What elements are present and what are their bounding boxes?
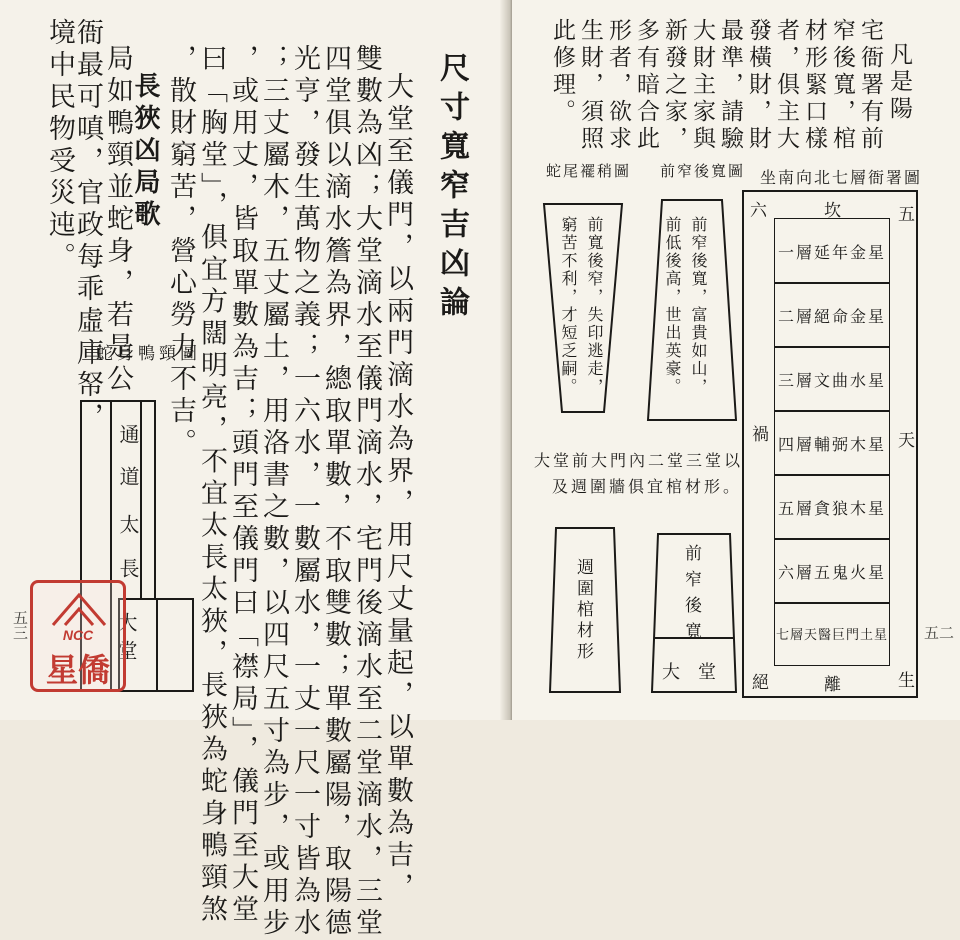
compass-left-middle: 禍: [752, 425, 772, 445]
fig-snake-text-1: 前寬後窄，失印逃走，: [585, 216, 604, 396]
fig-snake-text-2: 窮苦不利，才短乏嗣。: [559, 216, 578, 396]
intro-column-8: 大財主家與: [689, 18, 715, 153]
intro-column-7: 最準，請驗: [717, 18, 743, 153]
paragraph-column-6: ，或用丈，皆取單數為吉；頭門至儀門曰「襟局」，儀門至大堂: [227, 44, 258, 927]
compass-bottom-right: 生: [898, 671, 918, 691]
intro-column-1: 凡是陽: [886, 42, 912, 123]
fig-snake-caption: 蛇尾襬稍圖: [546, 162, 632, 180]
page-number-left: 五三: [11, 610, 29, 640]
intro-column-5: 者，俱主大: [773, 18, 799, 153]
seal-initials: NCC: [62, 627, 94, 643]
song-title: 長狹凶局歌: [130, 72, 160, 232]
floor-3: 三層文曲水星: [777, 371, 886, 390]
fig-hall-text-2: 窄: [681, 570, 701, 590]
compass-bottom-left: 絕: [752, 673, 772, 693]
figure-label-3: 太: [116, 514, 140, 537]
intro-column-13: 此修理。: [549, 18, 575, 126]
grid-caption: 坐南向北七層衙署圖: [760, 168, 923, 187]
intro-column-6: 發橫財，財: [745, 18, 771, 153]
fig-front-narrow-caption: 前窄後寬圖: [660, 162, 746, 180]
fig-front-narrow-text-1: 前窄後寬，富貴如山，: [689, 216, 708, 396]
floor-4: 四層輔弼木星: [777, 435, 886, 454]
page-number-right: 五二: [924, 624, 955, 642]
intro-column-12: 生財，須照: [577, 18, 603, 153]
song-line-3: 境中民物受災迍。: [44, 18, 75, 274]
fig-snake-shape: [540, 194, 626, 426]
figure-label-6: 堂: [114, 640, 138, 663]
figure-label-4: 長: [116, 558, 140, 581]
compass-top-right: 五: [898, 205, 918, 225]
floor-5: 五層貪狼木星: [777, 499, 886, 518]
section-title: 尺寸寬窄吉凶論: [434, 52, 469, 325]
compass-bottom-center: 離: [824, 675, 844, 695]
compass-top-left: 六: [750, 201, 770, 221]
note-line-2: 及週圍牆俱宜棺材形。: [552, 477, 743, 496]
figure-label-1: 通: [116, 424, 140, 447]
song-line-1: 局如鴨頸並蛇身，若是公: [102, 44, 133, 396]
floor-2: 二層絕命金星: [777, 307, 886, 326]
figure-caption: 蛇身鴨頸圖: [96, 344, 201, 364]
seal-name: 星僑: [45, 651, 110, 689]
paragraph-column-1: 大堂至儀門，以兩門滴水為界，用尺丈量起，以單數為吉，: [382, 72, 413, 904]
song-line-2: 衙最可嗔，官政每乖虛庫帑，: [72, 18, 103, 434]
paragraph-column-8: ，散財窮苦，營心勞力不吉。: [165, 44, 196, 460]
floor-6: 六層五鬼火星: [777, 563, 886, 582]
intro-column-2: 宅衙署有前: [857, 18, 883, 153]
floor-7: 七層天醫巨門土星: [775, 628, 888, 643]
paragraph-column-5: ；三丈屬木，五丈屬土，用洛書之數，以四尺五寸為步，或用步: [258, 44, 289, 940]
figure-label-2: 道: [116, 466, 140, 489]
floor-1: 一層延年金星: [777, 243, 886, 262]
compass-top-center: 坎: [824, 201, 844, 221]
paragraph-column-4: 光亨，發生萬物之義；一六水，一數屬水，一丈一尺一寸皆為水: [289, 44, 320, 940]
fig-coffin-text: 週圍棺材形: [573, 558, 593, 663]
fig-hall-text-4: 寬: [681, 622, 701, 642]
seal-watermark: [30, 580, 126, 692]
fig-front-narrow-text-2: 前低後高，世出英豪。: [663, 216, 682, 396]
intro-column-3: 窄後寬，棺: [829, 18, 855, 153]
intro-column-10: 多有暗合此: [633, 18, 659, 153]
paragraph-column-2: 雙數為凶；大堂滴水至儀門滴水，宅門後滴水至二堂滴水，三堂: [351, 44, 382, 940]
roof-icon: [49, 589, 109, 629]
intro-column-9: 新發之家，: [661, 18, 687, 153]
fig-hall-text-1: 前: [681, 544, 701, 564]
intro-column-11: 形者，欲求: [605, 18, 631, 153]
compass-right-middle: 天: [898, 431, 918, 451]
right-page: [512, 0, 960, 720]
fig-hall-label: 大堂: [662, 662, 734, 683]
paragraph-column-7: 曰「胸堂」，俱宜方闊明亮，不宜太長太狹，長狹為蛇身鴨頸煞: [196, 44, 227, 927]
paragraph-column-3: 四堂俱以滴水簷為界，總取單數，不取雙數；單數屬陽，取陽德: [320, 44, 351, 940]
fig-hall-text-3: 後: [681, 596, 701, 616]
intro-column-4: 材形緊口樣: [801, 18, 827, 153]
figure-label-5: 大: [114, 612, 138, 635]
note-line-1: 大堂前大門內二堂三堂以: [534, 451, 744, 470]
